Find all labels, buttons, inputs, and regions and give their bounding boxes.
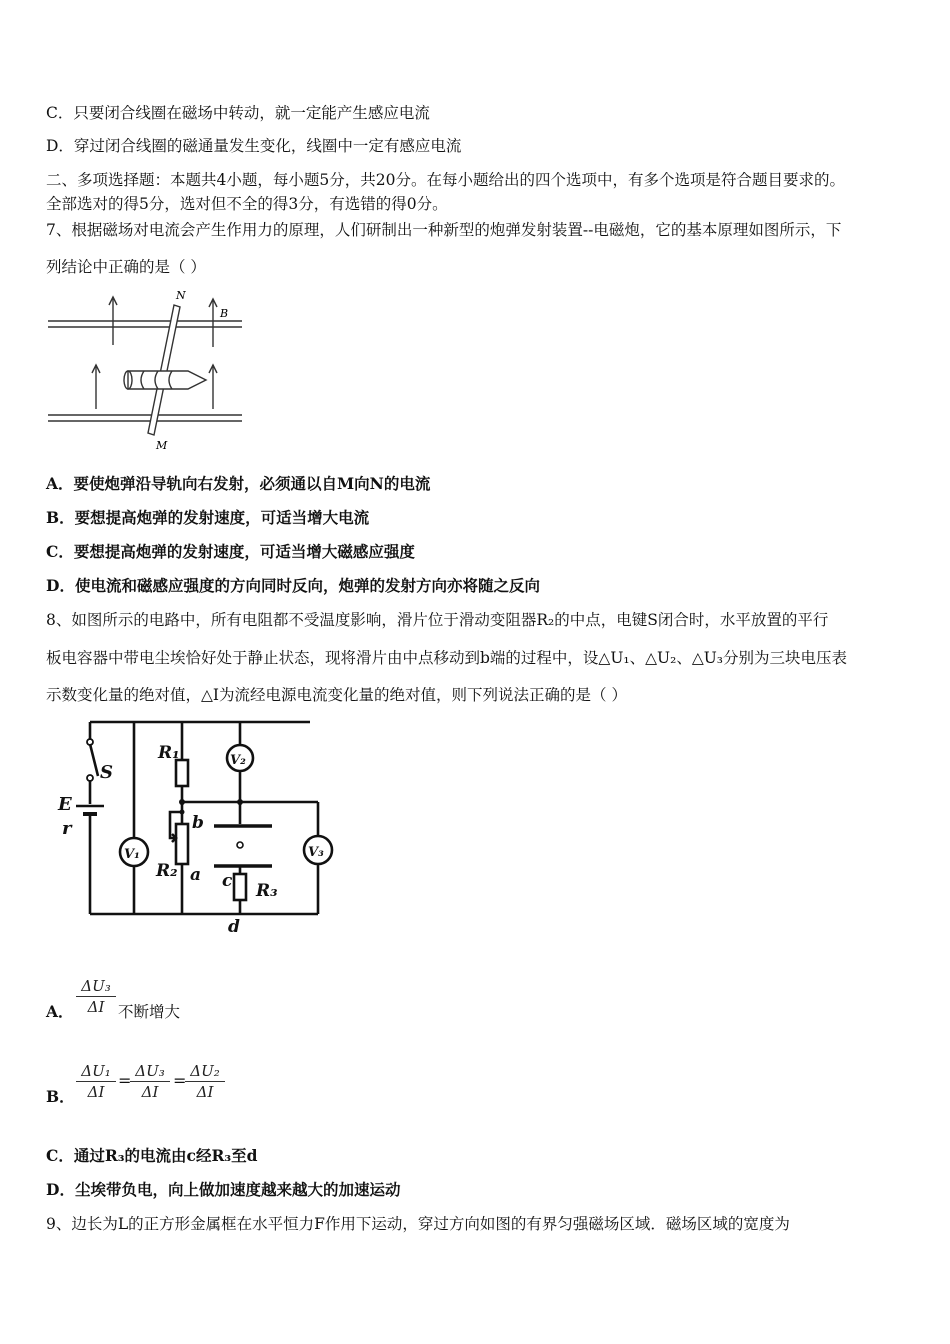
q9-stem-line1: 9、边长为L的正方形金属框在水平恒力F作用下运动，穿过方向如图的有界匀强磁场区域．磁场区域的宽度为 (46, 1215, 790, 1233)
q8-option-a-text: 不断增大 (118, 1003, 181, 1021)
q6-option-c: C．只要闭合线圈在磁场中转动，就一定能产生感应电流 (46, 104, 430, 122)
label-r2: R₂ (156, 861, 178, 881)
q8-stem-line1: 8、如图所示的电路中，所有电阻都不受温度影响，滑片位于滑动变阻器R₂的中点，电键S闭合时，水平放置的平行 (46, 611, 829, 629)
fraction-numerator: ΔU₁ (81, 1062, 111, 1080)
label-r1: R₁ (158, 743, 180, 763)
railgun-figure (46, 287, 246, 453)
q7-option-b: B．要想提高炮弹的发射速度，可适当增大电流 (46, 508, 370, 527)
label-n: N (176, 289, 186, 302)
fraction-numerator: ΔU₃ (135, 1062, 165, 1080)
circuit-diagram (46, 714, 336, 938)
q8-option-b-fraction-2 (130, 1061, 170, 1102)
fraction-denominator: ΔI (141, 1083, 159, 1101)
q7-stem-line1: 7、根据磁场对电流会产生作用力的原理，人们研制出一种新型的炮弹发射装置--电磁炮，它的基本原理如图所示，下 (46, 221, 842, 239)
q8-option-a-letter: A． (46, 1002, 74, 1021)
q8-stem-line3: 示数变化量的绝对值，△I为流经电源电流变化量的绝对值，则下列说法正确的是（ ） (46, 686, 627, 704)
q8-option-c: C．通过R₃的电流由c经R₃至d (46, 1146, 258, 1165)
label-v1: V₁ (124, 847, 140, 862)
fraction-numerator: ΔU₃ (81, 977, 111, 995)
section2-heading-line2: 全部选对的得5分，选对但不全的得3分，有选错的得0分。 (46, 195, 448, 213)
label-b: B (220, 307, 229, 320)
label-v3: V₃ (308, 845, 324, 860)
q8-option-d: D．尘埃带负电，向上做加速度越来越大的加速运动 (46, 1180, 401, 1199)
label-r3: R₃ (256, 881, 278, 901)
fraction-denominator: ΔI (87, 998, 105, 1016)
label-c-node: c (222, 871, 233, 891)
q6-option-d: D．穿过闭合线圈的磁通量发生变化，线圈中一定有感应电流 (46, 137, 462, 155)
label-b-node: b (192, 813, 204, 833)
q8-stem-line2: 板电容器中带电尘埃恰好处于静止状态，现将滑片由中点移动到b端的过程中，设△U₁、△U₂、△U₃分别为三块电压表 (46, 649, 848, 667)
label-a-node: a (190, 865, 202, 885)
label-d-node: d (228, 917, 240, 937)
label-v2: V₂ (230, 753, 246, 768)
q8-option-b-fraction-3 (185, 1061, 225, 1102)
q7-option-a: A．要使炮弹沿导轨向右发射，必须通以自M向N的电流 (46, 474, 431, 493)
equals-sign: = (118, 1071, 132, 1090)
q8-option-b-fraction-1 (76, 1061, 116, 1102)
equals-sign: = (173, 1071, 187, 1090)
label-e: E (58, 794, 72, 815)
fraction-numerator: ΔU₂ (190, 1062, 220, 1080)
q7-option-c: C．要想提高炮弹的发射速度，可适当增大磁感应强度 (46, 542, 415, 561)
label-m: M (156, 439, 168, 452)
label-r: r (62, 818, 72, 839)
q7-stem-line2: 列结论中正确的是（ ） (46, 258, 206, 276)
q7-option-d: D．使电流和磁感应强度的方向同时反向，炮弹的发射方向亦将随之反向 (46, 576, 540, 595)
fraction-denominator: ΔI (196, 1083, 214, 1101)
q8-option-b-letter: B． (46, 1087, 75, 1106)
fraction-denominator: ΔI (87, 1083, 105, 1101)
label-s: S (100, 762, 113, 783)
q8-option-a-fraction (76, 976, 116, 1017)
section2-heading-line1: 二、多项选择题：本题共4小题，每小题5分，共20分。在每小题给出的四个选项中，有多个选项是符合题目要求的。 (46, 171, 845, 189)
